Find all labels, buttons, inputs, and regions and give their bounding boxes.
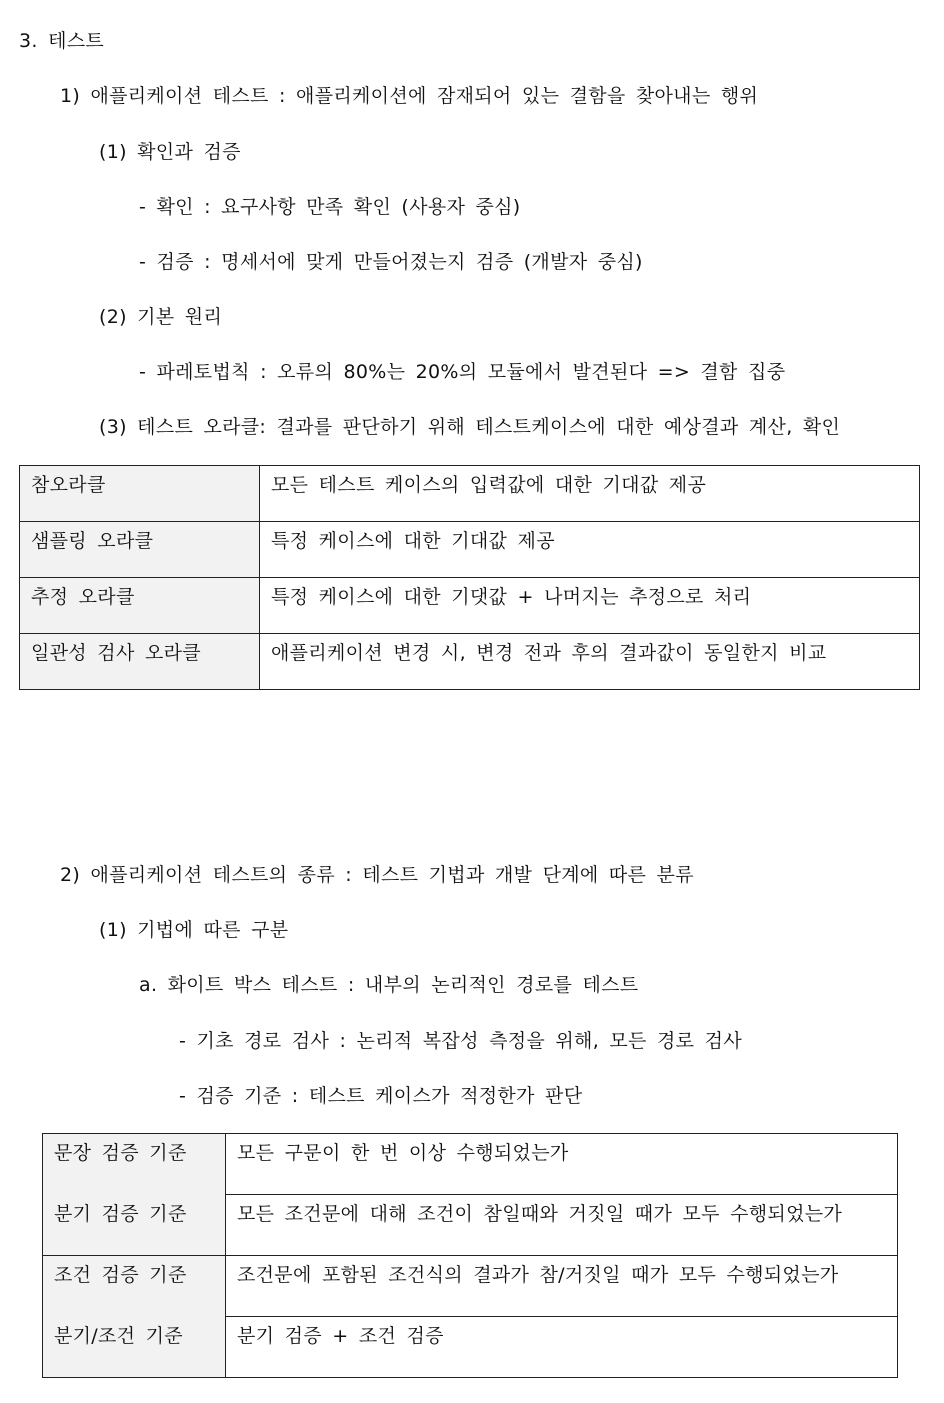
oracle-desc: 특정 케이스에 대한 기댓값 + 나머지는 추정으로 처리 [260,578,920,634]
criteria-desc: 모든 구문이 한 번 이상 수행되었는가 [226,1134,898,1195]
table-row [20,578,920,634]
section-title: 3. 테스트 [19,30,105,52]
table-row [20,522,920,578]
table-row [20,634,920,690]
oracle-desc: 애플리케이션 변경 시, 변경 전과 후의 결과값이 동일한지 비교 [260,634,920,690]
part1-sub2-item: - 파레토법칙 : 오류의 80%는 20%의 모듈에서 발견된다 => 결함 집중 [139,361,786,383]
table-row [43,1195,898,1256]
part2-sub1a-heading: a. 화이트 박스 테스트 : 내부의 논리적인 경로를 테스트 [139,974,639,996]
coverage-criteria-table [42,1133,898,1378]
criteria-name: 문장 검증 기준 [43,1134,226,1195]
criteria-name: 분기/조건 기준 [43,1317,226,1378]
part1-sub3-heading: (3) 테스트 오라클: 결과를 판단하기 위해 테스트케이스에 대한 예상결과 계산, 확인 [99,416,841,438]
part1-heading: 1) 애플리케이션 테스트 : 애플리케이션에 잠재되어 있는 결함을 찾아내는 행위 [60,85,759,107]
part1-sub1-heading: (1) 확인과 검증 [99,141,241,163]
table-row [43,1134,898,1195]
part2-sub1-heading: (1) 기법에 따른 구분 [99,919,289,941]
part2-heading: 2) 애플리케이션 테스트의 종류 : 테스트 기법과 개발 단계에 따른 분류 [60,864,694,886]
oracle-name: 샘플링 오라클 [20,522,260,578]
criteria-desc: 분기 검증 + 조건 검증 [226,1317,898,1378]
part1-sub1-item: - 확인 : 요구사항 만족 확인 (사용자 중심) [139,196,521,218]
criteria-name: 조건 검증 기준 [43,1256,226,1317]
table-row [43,1256,898,1317]
oracle-name: 참오라클 [20,466,260,522]
oracle-desc: 특정 케이스에 대한 기대값 제공 [260,522,920,578]
criteria-desc: 모든 조건문에 대해 조건이 참일때와 거짓일 때가 모두 수행되었는가 [226,1195,898,1256]
oracle-table [19,465,920,690]
table-row [20,466,920,522]
part2-sub1a-item: - 기초 경로 검사 : 논리적 복잡성 측정을 위해, 모든 경로 검사 [179,1030,742,1052]
part1-sub1-item: - 검증 : 명세서에 맞게 만들어졌는지 검증 (개발자 중심) [139,251,643,273]
part2-sub1a-item: - 검증 기준 : 테스트 케이스가 적정한가 판단 [179,1085,583,1107]
oracle-name: 일관성 검사 오라클 [20,634,260,690]
oracle-desc: 모든 테스트 케이스의 입력값에 대한 기대값 제공 [260,466,920,522]
criteria-desc: 조건문에 포함된 조건식의 결과가 참/거짓일 때가 모두 수행되었는가 [226,1256,898,1317]
table-row [43,1317,898,1378]
oracle-name: 추정 오라클 [20,578,260,634]
criteria-name: 분기 검증 기준 [43,1195,226,1256]
part1-sub2-heading: (2) 기본 원리 [99,306,223,328]
